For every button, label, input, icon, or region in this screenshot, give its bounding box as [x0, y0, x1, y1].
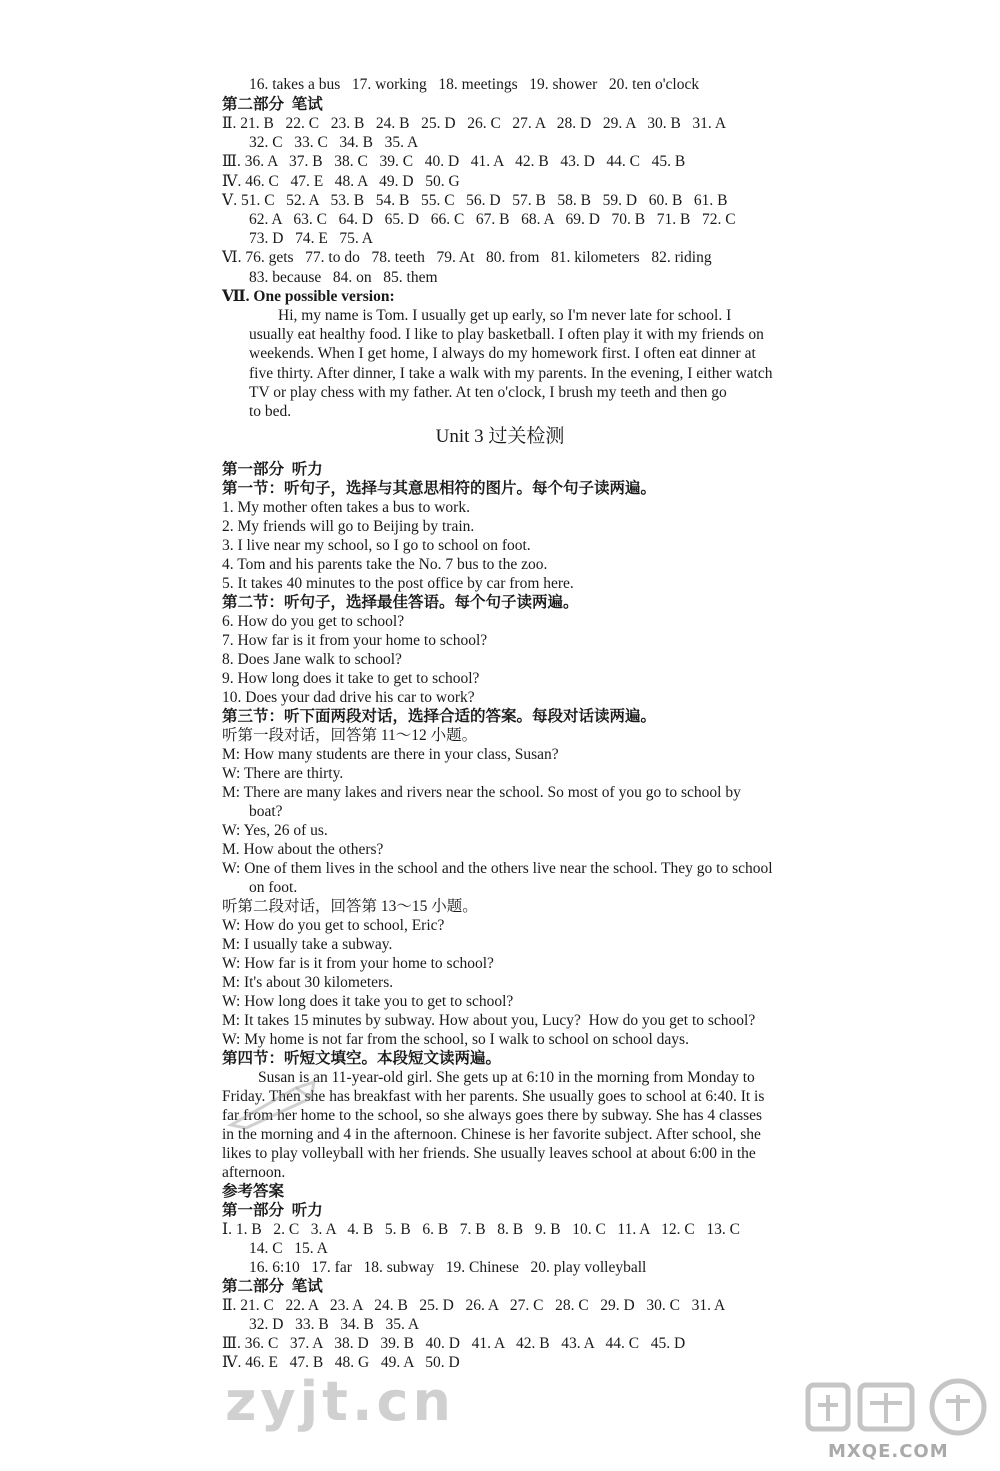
text-line: M: There are many lakes and rivers near the school. So most of you go to school by	[222, 784, 741, 801]
text-line: weekends. When I get home, I always do my homework first. I often eat dinner at	[249, 345, 756, 362]
text-line: 62. A 63. C 64. D 65. D 66. C 67. B 68. A 69. D 70. B 71. B 72. C	[249, 211, 736, 228]
text-line: afternoon.	[222, 1164, 286, 1181]
text-line: 第四节：听短文填空。本段短文读两遍。	[222, 1050, 502, 1067]
text-line: W: My home is not far from the school, so I walk to school on school days.	[222, 1031, 689, 1048]
text-line: W: How long does it take you to get to school?	[222, 993, 514, 1010]
text-line: Ⅱ. 21. B 22. C 23. B 24. B 25. D 26. C 27. A 28. D 29. A 30. B 31. A	[222, 115, 727, 132]
text-line: 第三节：听下面两段对话，选择合适的答案。每段对话读两遍。	[222, 708, 657, 725]
text-line: W: One of them lives in the school and the others live near the school. They go to school	[222, 860, 773, 877]
text-line: 8. Does Jane walk to school?	[222, 651, 402, 668]
text-line: Ⅶ. One possible version:	[222, 288, 395, 305]
text-line: M: It takes 15 minutes by subway. How about you, Lucy? How do you get to school?	[222, 1012, 756, 1029]
text-line: Ⅳ. 46. E 47. B 48. G 49. A 50. D	[222, 1354, 460, 1371]
text-line: boat?	[249, 803, 283, 820]
text-line: on foot.	[249, 879, 298, 896]
text-line: Ⅴ. 51. C 52. A 53. B 54. B 55. C 56. D 57. B 58. B 59. D 60. B 61. B	[222, 192, 728, 209]
text-line: five thirty. After dinner, I take a walk with my parents. In the evening, I either watch	[249, 365, 773, 382]
text-line: M: It's about 30 kilometers.	[222, 974, 394, 991]
text-line: 第二部分 笔试	[222, 96, 323, 113]
text-line: 第一部分 听力	[222, 1202, 323, 1219]
text-line: Ⅲ. 36. C 37. A 38. D 39. B 40. D 41. A 42. B 43. A 44. C 45. D	[222, 1335, 686, 1352]
text-line: 5. It takes 40 minutes to the post office by car from here.	[222, 575, 574, 592]
text-line: far from her home to the school, so she always goes there by subway. She has 4 classes	[222, 1107, 763, 1124]
text-line: M. How about the others?	[222, 841, 384, 858]
site-stamp-logo	[798, 1375, 988, 1467]
text-line: 4. Tom and his parents take the No. 7 bus to the zoo.	[222, 556, 548, 573]
text-line: Ⅵ. 76. gets 77. to do 78. teeth 79. At 80. from 81. kilometers 82. riding	[222, 249, 712, 266]
stamp-logo-icon	[798, 1375, 988, 1445]
text-line: 73. D 74. E 75. A	[249, 230, 373, 247]
text-line: 参考答案	[222, 1183, 285, 1200]
stamp-site-text: MXQE.COM	[828, 1441, 949, 1462]
text-line: 第二节：听句子，选择最佳答语。每个句子读两遍。	[222, 594, 579, 611]
text-line: W: There are thirty.	[222, 765, 344, 782]
text-line: Ⅲ. 36. A 37. B 38. C 39. C 40. D 41. A 42. B 43. D 44. C 45. B	[222, 153, 686, 170]
text-line: M: I usually take a subway.	[222, 936, 393, 953]
text-line: W: How do you get to school, Eric?	[222, 917, 445, 934]
text-line: 32. D 33. B 34. B 35. A	[249, 1316, 420, 1333]
text-line: W: Yes, 26 of us.	[222, 822, 328, 839]
text-line: Friday. Then she has breakfast with her parents. She usually goes to school at 6:40. It is	[222, 1088, 765, 1105]
text-line: to bed.	[249, 403, 292, 420]
text-line: 听第一段对话，回答第 11～12 小题。	[222, 727, 478, 744]
text-line: M: How many students are there in your class, Susan?	[222, 746, 559, 763]
section-title: Unit 3 过关检测	[435, 426, 565, 447]
text-line: likes to play volleyball with her friends. She usually leaves school at about 6:00 in the	[222, 1145, 756, 1162]
text-line: 3. I live near my school, so I go to school on foot.	[222, 537, 531, 554]
text-line: 1. My mother often takes a bus to work.	[222, 499, 470, 516]
text-line: 2. My friends will go to Beijing by train.	[222, 518, 475, 535]
pencil-watermark-icon	[226, 1080, 321, 1130]
text-line: in the morning and 4 in the afternoon. Chinese is her favorite subject. After school, she	[222, 1126, 761, 1143]
text-line: 听第二段对话，回答第 13～15 小题。	[222, 898, 478, 915]
text-line: 7. How far is it from your home to school?	[222, 632, 488, 649]
text-line: 9. How long does it take to get to school?	[222, 670, 480, 687]
text-line: 83. because 84. on 85. them	[249, 269, 438, 286]
text-line: W: How far is it from your home to school?	[222, 955, 494, 972]
text-line: 32. C 33. C 34. B 35. A	[249, 134, 419, 151]
text-line: 16. 6:10 17. far 18. subway 19. Chinese 20. play volleyball	[249, 1259, 647, 1276]
site-watermark: zyjt.cn	[225, 1370, 455, 1433]
text-line: Ⅱ. 21. C 22. A 23. A 24. B 25. D 26. A 27. C 28. C 29. D 30. C 31. A	[222, 1297, 726, 1314]
text-line: 第一节：听句子，选择与其意思相符的图片。每个句子读两遍。	[222, 480, 657, 497]
text-line: Ⅰ. 1. B 2. C 3. A 4. B 5. B 6. B 7. B 8. B 9. B 10. C 11. A 12. C 13. C	[222, 1221, 740, 1238]
text-line: Hi, my name is Tom. I usually get up early, so I'm never late for school. I	[278, 307, 732, 324]
text-line: 10. Does your dad drive his car to work?	[222, 689, 475, 706]
text-line: 14. C 15. A	[249, 1240, 328, 1257]
text-line: Ⅳ. 46. C 47. E 48. A 49. D 50. G	[222, 173, 460, 190]
text-line: usually eat healthy food. I like to play basketball. I often play it with my friends on	[249, 326, 764, 343]
text-line: 第一部分 听力	[222, 461, 323, 478]
text-line: 第二部分 笔试	[222, 1278, 323, 1295]
text-line: Susan is an 11-year-old girl. She gets up at 6:10 in the morning from Monday to	[258, 1069, 755, 1086]
text-line: TV or play chess with my father. At ten o'clock, I brush my teeth and then go	[249, 384, 727, 401]
text-line: 6. How do you get to school?	[222, 613, 405, 630]
text-line: 16. takes a bus 17. working 18. meetings 19. shower 20. ten o'clock	[249, 76, 700, 93]
